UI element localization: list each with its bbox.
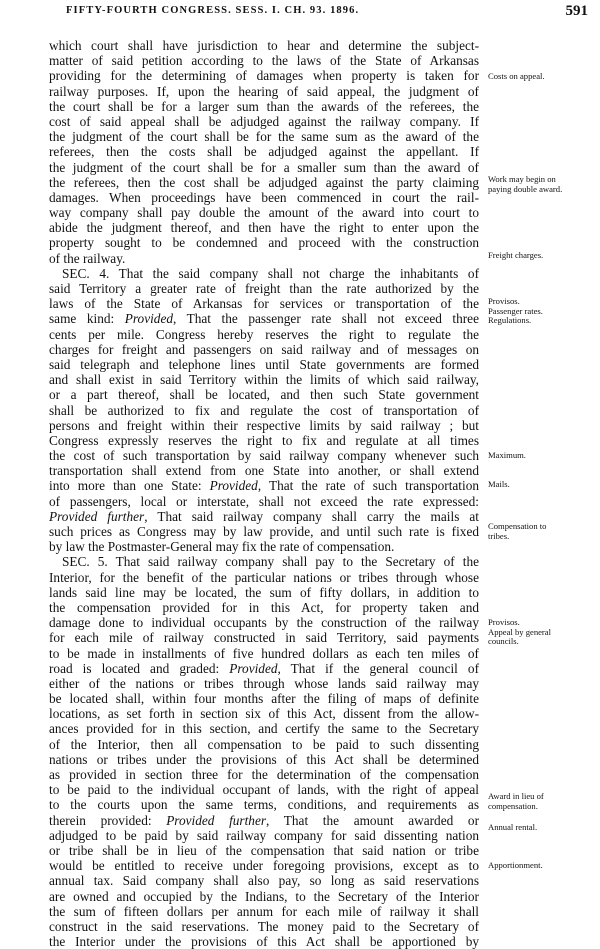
text-line: way company shall pay double the amount of the award into court to	[49, 205, 479, 221]
text-segment: same kind:	[49, 311, 125, 327]
text-line: to be made in installments of five hundred dollars as each ten miles of	[49, 645, 479, 661]
text-line: SEC. 5. That said railway company shall pay to the Secretary of the	[62, 554, 479, 570]
text-line: the court shall be for a larger sum than the awards of the referees, the	[49, 98, 479, 114]
text-line	[49, 509, 479, 524]
text-line: cost of said appeal shall be adjudged against the railway company. If	[49, 113, 479, 129]
margin-note-line: Compensation to	[488, 521, 547, 531]
margin-note-line: Apportionment.	[488, 860, 543, 870]
proviso-emphasis: Provided	[124, 311, 173, 327]
text-line	[49, 311, 479, 326]
text-line: persons and freight within their respective limits by said railway ; but	[49, 417, 479, 433]
text-line: or tribe shall be in lieu of the compensation that said nation or tribe	[49, 842, 479, 858]
page-number: 591	[565, 3, 588, 19]
running-head: FIFTY-FOURTH CONGRESS. SESS. I. CH. 93. 1896.	[66, 5, 360, 16]
margin-note-line: paying double award.	[488, 183, 563, 194]
text-segment: , That if the general council of	[277, 660, 479, 676]
text-line: the judgment of the court shall be for a smaller sum than the award of	[49, 159, 479, 175]
text-segment: , That the passenger rate shall not exceed three	[173, 311, 479, 327]
text-line: abide the judgment thereof, and then have the right to enter upon the	[49, 220, 479, 236]
running-header	[36, 4, 588, 22]
text-line: property sought to be condemned and proceed with the construction	[49, 235, 479, 251]
proviso-emphasis: Provided further	[166, 812, 267, 828]
text-line: of the Interior, then all compensation to be paid to such dissenting	[49, 736, 479, 752]
text-line: the compensation provided for in this Act, for property taken and	[49, 599, 479, 615]
statute-text	[49, 38, 479, 949]
margin-note-line: Provisos.	[488, 617, 520, 627]
margin-note	[488, 297, 543, 326]
margin-note	[488, 618, 551, 647]
margin-note-line: compensation.	[488, 800, 538, 811]
text-line	[49, 478, 479, 493]
text-line: to the courts upon the same terms, conditions, and requirements as	[49, 797, 479, 813]
text-line: the Interior under the provisions of this Act shall be apportioned by	[49, 934, 479, 949]
text-line: locations, as set forth in section six of this Act, dissent from the allow-	[49, 706, 479, 722]
text-line: the judgment of the court shall be for the same sum as the award of the	[49, 129, 479, 145]
text-line: damages. When proceedings have been commenced in court the rail-	[49, 189, 479, 205]
text-segment: , That the rate of such transportation	[257, 478, 479, 494]
text-line	[49, 661, 479, 676]
text-segment: into more than one State:	[49, 478, 210, 494]
text-line: said Territory a greater rate of freight than the rate authorized by the	[49, 281, 479, 296]
proviso-emphasis: Provided	[209, 478, 258, 494]
text-line: lands said line may be located, the sum of fifty dollars, in addition to	[49, 584, 479, 600]
margin-note-line: Mails.	[488, 479, 510, 489]
text-line: construct in the said reservations. The money paid to the Secretary of	[49, 918, 479, 934]
text-line: be located shall, within four months after the filing of maps of definite	[49, 691, 479, 707]
text-line: the sum of fifteen dollars per annum for each mile of railway it shall	[49, 903, 479, 919]
text-line: said telegraph and telephone lines until State governments are formed	[49, 356, 479, 372]
text-line: transportation shall extend from one State into another, or shall extend	[49, 463, 479, 479]
margin-note	[488, 861, 543, 871]
margin-note	[488, 451, 526, 461]
text-line: are owned and occupied by the Indians, to the Secretary of the Interior	[49, 888, 479, 904]
text-line: by law the Postmaster-General may fix the rate of compensation.	[49, 539, 395, 555]
text-line: such prices as Congress may by law provide, and until such rate is fixed	[49, 524, 479, 539]
margin-note-line: Passenger rates.	[488, 305, 543, 316]
margin-note	[488, 823, 537, 833]
margin-note-line: Maximum.	[488, 450, 526, 460]
text-line: annual tax. Said company shall also pay, so long as said reservations	[49, 873, 479, 889]
text-line: adjudged to be paid by said railway company for said dissenting nation	[49, 827, 479, 843]
text-line: shall be authorized to fix and regulate the cost of transportation of	[49, 402, 479, 418]
text-line	[49, 813, 479, 828]
margin-note-line: Annual rental.	[488, 822, 538, 832]
margin-note-line: councils.	[488, 636, 519, 647]
text-line: for each mile of railway constructed in said Territory, said payments	[49, 630, 479, 646]
proviso-emphasis: Provided further	[49, 508, 145, 524]
text-line: referees, then the costs shall be adjudged against the appellant. If	[49, 144, 479, 160]
text-line: to be paid to the individual occupant of lands, with the right of appeal	[49, 782, 479, 798]
text-line: of passengers, local or interstate, shall not exceed the rate expressed:	[49, 493, 479, 509]
text-line: ances provided for in this section, and certify the same to the Secretary	[49, 721, 479, 737]
text-line: nations or tribes under the provisions of this Act shall be determined	[49, 751, 479, 767]
text-line: would be entitled to receive under foregoing provisions, except as to	[49, 858, 479, 874]
text-line: and shall exist in said Territory within the limits of which said railway,	[49, 372, 479, 388]
text-line: Interior, for the benefit of the particular nations or tribes through whose	[49, 569, 479, 585]
margin-note-line: Freight charges.	[488, 250, 544, 260]
text-line: cents per mile. Congress hereby reserves the right to regulate the	[49, 326, 479, 342]
text-line: laws of the State of Arkansas for services or transportation of the	[49, 296, 479, 312]
margin-note	[488, 251, 543, 261]
margin-note	[488, 522, 546, 541]
margin-note-line: Work may begin on	[488, 174, 556, 184]
text-line: the referees, then the cost shall be adjudged against the party claiming	[49, 174, 479, 190]
margin-note-line: Costs on appeal.	[488, 71, 545, 81]
margin-note	[488, 175, 562, 194]
text-line: providing for the determining of damages when property is taken for	[49, 68, 479, 84]
text-line: SEC. 4. That the said company shall not charge the inhabitants of	[62, 265, 479, 281]
text-line: or a part thereof, shall be located, and then such State government	[49, 387, 479, 403]
margin-note	[488, 72, 545, 82]
margin-note-line: tribes.	[488, 530, 510, 541]
text-segment: , That the amount awarded or	[266, 812, 479, 828]
margin-note-line: Regulations.	[488, 315, 532, 326]
margin-note-line: Provisos.	[488, 296, 520, 306]
text-segment: , That said railway company shall carry the mails at	[144, 508, 479, 524]
margin-note	[488, 480, 510, 490]
proviso-emphasis: Provided	[229, 660, 278, 676]
text-line: either of the nations or tribes through whose lands said railway may	[49, 675, 479, 691]
text-segment: road is located and graded:	[49, 660, 230, 676]
text-line: charges for freight and passengers on said railway and of messages on	[49, 341, 479, 357]
text-line: which court shall have jurisdiction to hear and determine the subject-	[49, 38, 479, 53]
text-line: damage done to individual occupants by the construction of the railway	[49, 615, 479, 631]
margin-note-line: Appeal by general	[488, 626, 551, 637]
text-line: Congress expressly reserves the right to fix and regulate at all times	[49, 432, 479, 448]
text-line: the cost of such transportation by said railway company whenever such	[49, 448, 479, 464]
text-segment: therein provided:	[49, 812, 167, 828]
text-line: railway purposes. If, upon the hearing of said appeal, the judgment of	[49, 83, 479, 99]
text-line: matter of said petition according to the laws of the State of Arkansas	[49, 53, 479, 69]
margin-note-line: Award in lieu of	[488, 791, 544, 801]
text-line: of the railway.	[49, 250, 126, 266]
margin-note	[488, 792, 544, 811]
text-line: as provided in section three for the determination of the compensation	[49, 767, 479, 782]
